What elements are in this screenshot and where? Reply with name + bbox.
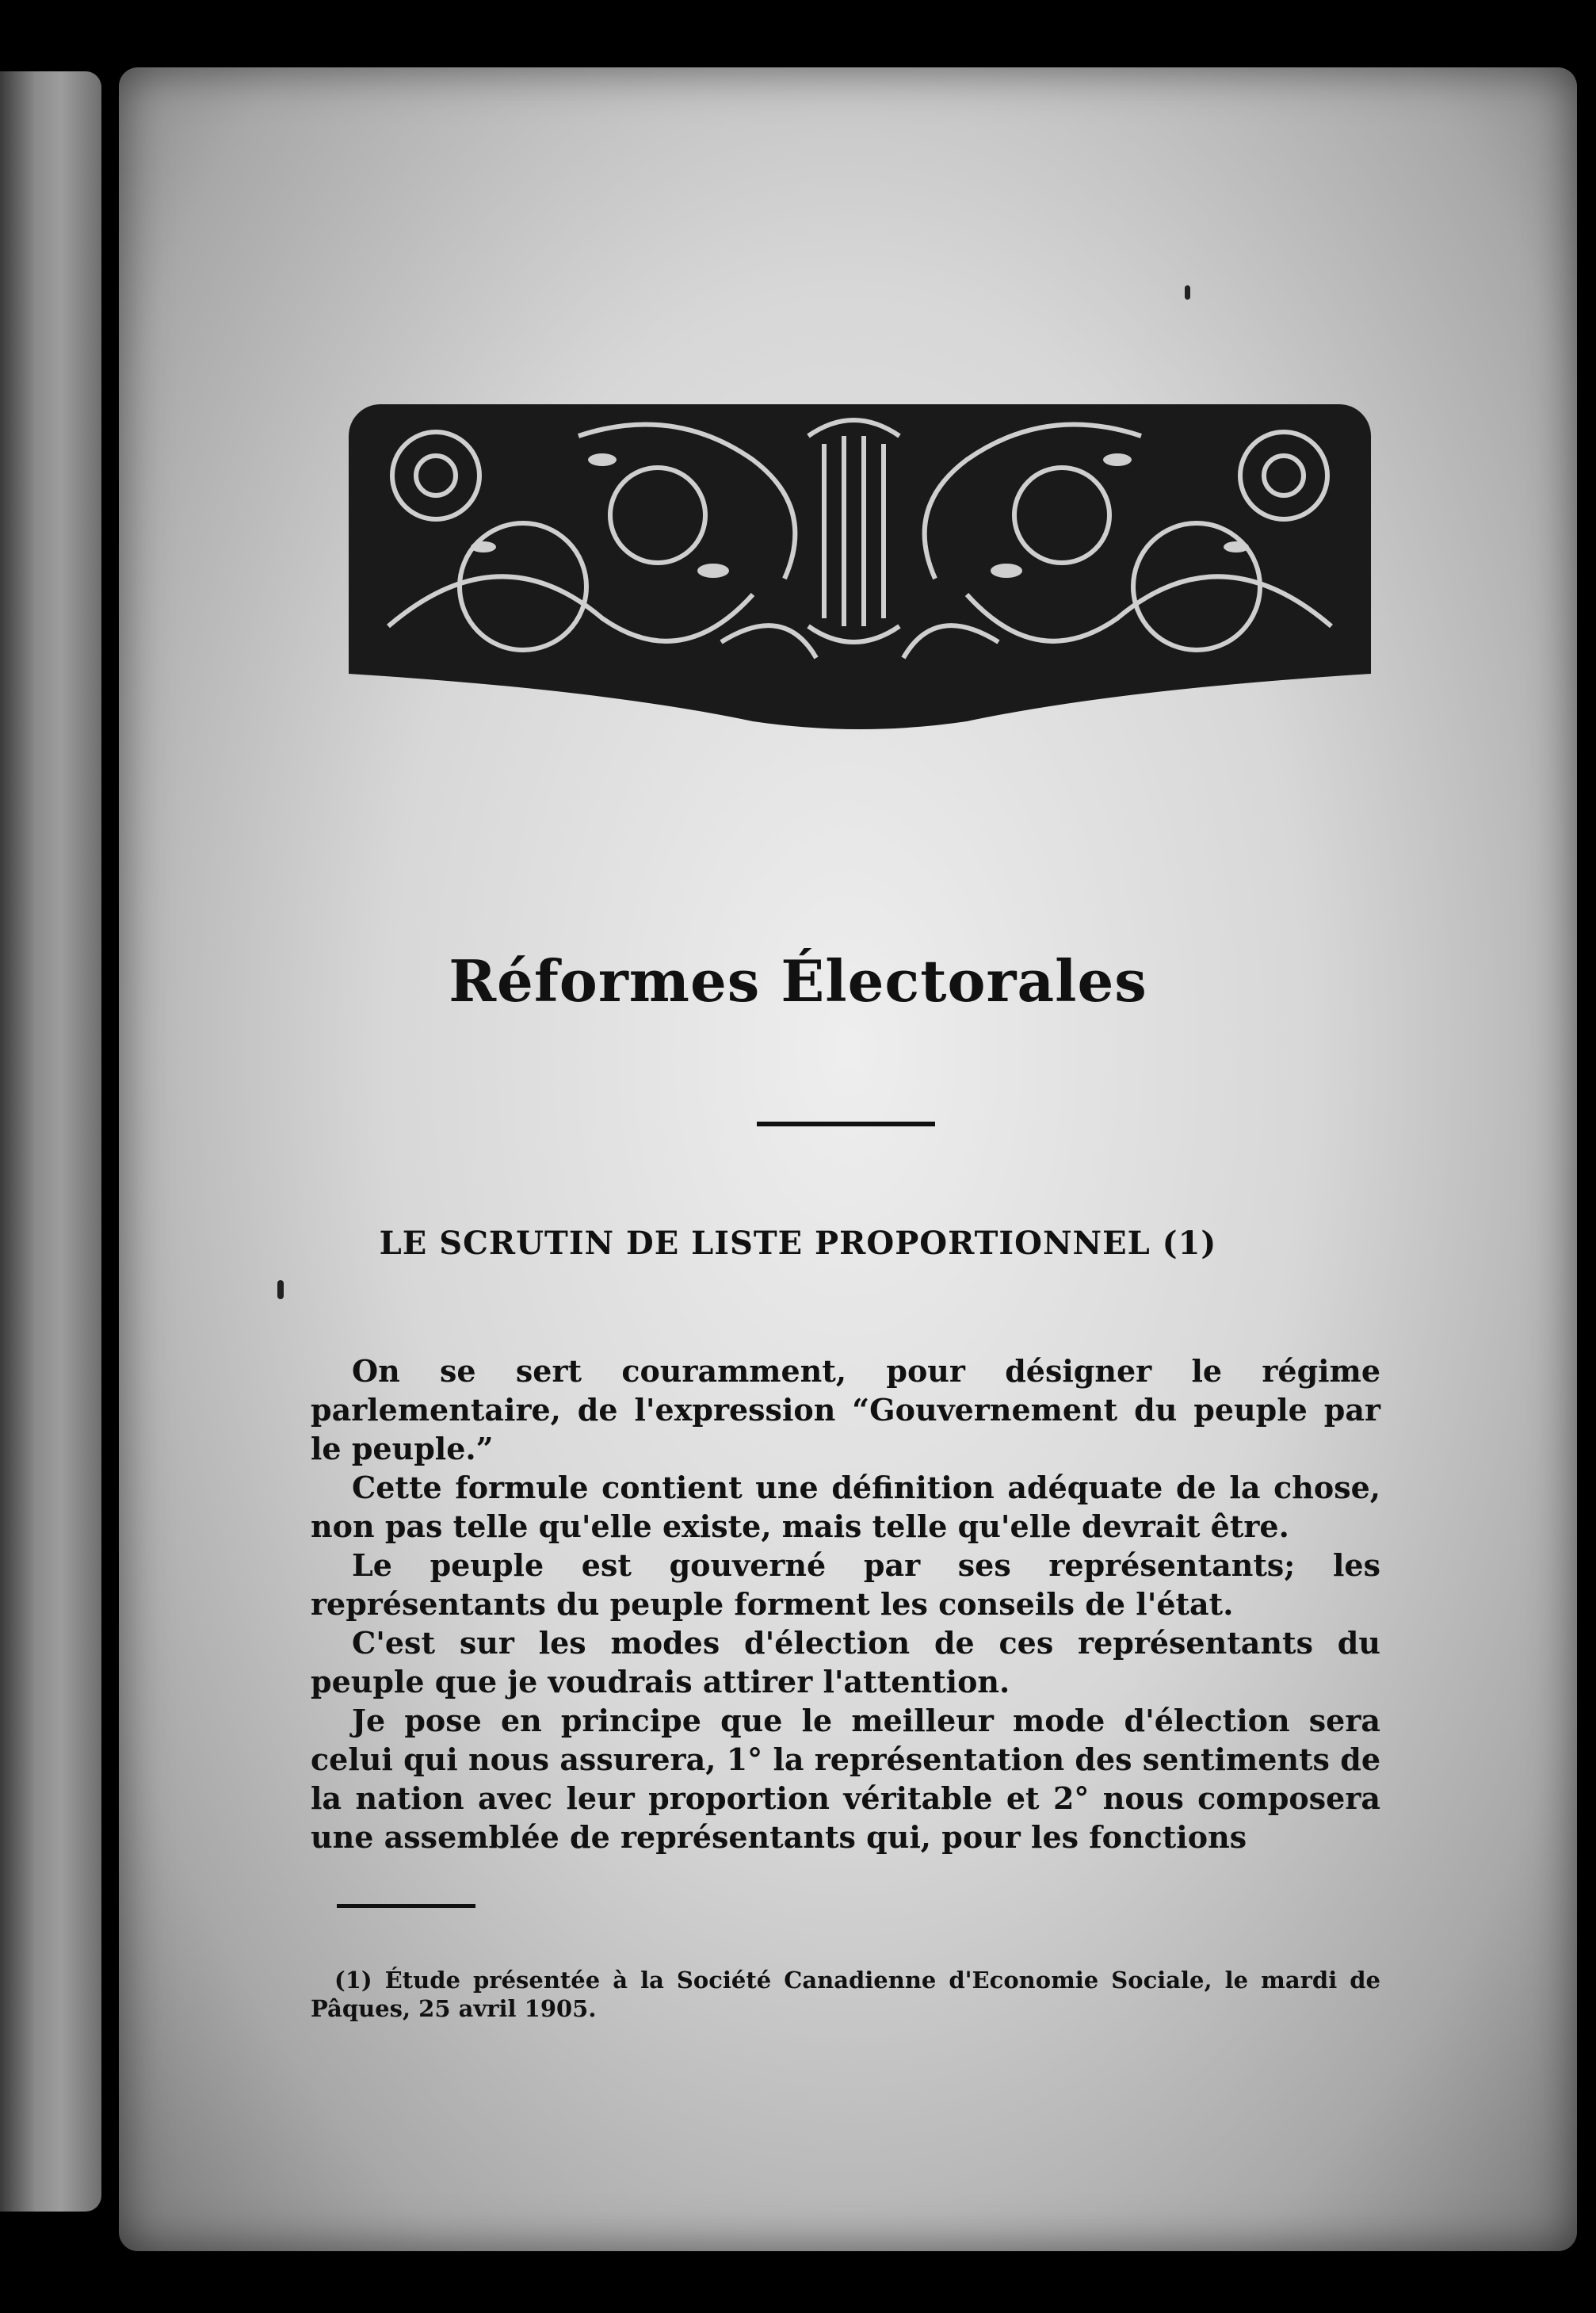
title-rule: [757, 1122, 935, 1126]
page-title: Réformes Électorales: [449, 947, 1147, 1015]
facing-page-edge: [0, 71, 101, 2212]
paragraph: Je pose en principe que le meilleur mode d'élection sera celui qui nous assurera, 1° la représentation des sentiments de la nation avec leur proportion véritable et 2° nous composera une assemblée de représentants qui, pour les fonctions: [311, 1703, 1380, 1855]
body-text: [311, 1351, 1380, 1856]
footnote: (1) Étude présentée à la Société Canadienne d'Economie Sociale, le mardi de Pâques, 25 avril 1905.: [311, 1967, 1380, 2022]
footnote-rule: [337, 1904, 475, 1908]
paragraph: C'est sur les modes d'élection de ces représentants du peuple que je voudrais attirer l'attention.: [311, 1625, 1380, 1699]
print-speck: [277, 1280, 284, 1299]
print-speck: [1185, 285, 1190, 300]
paragraph: Cette formule contient une définition adéquate de la chose, non pas telle qu'elle existe, mais telle qu'elle devrait être.: [311, 1470, 1380, 1544]
ornamental-headpiece: [341, 388, 1379, 729]
paragraph: On se sert couramment, pour désigner le régime parlementaire, de l'expression “Gouvernement du peuple par le peuple.”: [311, 1353, 1380, 1466]
section-subtitle: LE SCRUTIN DE LISTE PROPORTIONNEL (1): [379, 1225, 1217, 1262]
paragraph: Le peuple est gouverné par ses représentants; les représentants du peuple forment les conseils de l'état.: [311, 1547, 1380, 1622]
